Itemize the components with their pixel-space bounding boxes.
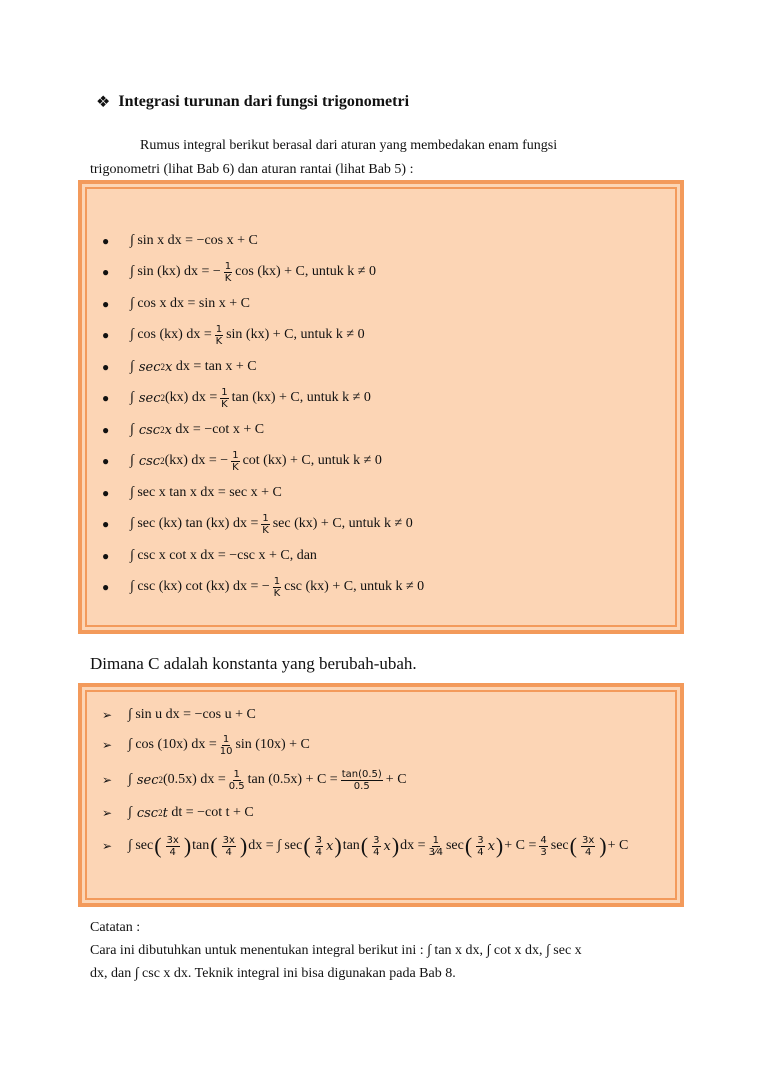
fraction: $\frac{3}{4}$ <box>373 834 380 858</box>
catatan-line-2: dx, dan ∫ csc x dx. Teknik integral ini bisa digunakan pada Bab 8. <box>90 966 456 981</box>
bullet-icon: ● <box>102 422 110 437</box>
fraction: $\frac{\tan(0.5)}{0.5}$ <box>341 768 382 792</box>
bullet-icon: ● <box>102 359 110 374</box>
formula-item: ● ∫ sec (kx) tan (kx) dx = $\frac{1}{K}$ sec (kx) + C, untuk k ≠ 0 <box>102 512 413 536</box>
fraction: $\frac{3x}{4}$ <box>222 834 235 858</box>
intro-line-1: Rumus integral berikut berasal dari aturan yang membedakan enam fungsi <box>140 138 558 153</box>
fraction: $\frac{3}{4}$ <box>315 834 323 858</box>
intro-line-2: trigonometri (lihat Bab 6) dan aturan rantai (lihat Bab 5) : <box>90 162 414 177</box>
formula-item: ● ∫ sin (kx) dx = − $\frac{1}{K}$ cos (kx) + C, untuk k ≠ 0 <box>102 260 376 284</box>
bullet-icon: ● <box>102 516 110 531</box>
bullet-icon: ● <box>102 485 110 500</box>
bullet-icon: ● <box>102 264 110 279</box>
formula-item: ● ∫ cos (kx) dx = $\frac{1}{K}$ sin (kx) + C, untuk k ≠ 0 <box>102 323 365 347</box>
bullet-icon: ● <box>102 453 110 468</box>
fraction: $\frac{1}{K}$ <box>215 323 223 347</box>
bullet-icon: ● <box>102 390 110 405</box>
section-heading <box>96 92 409 112</box>
formula-item: ● ∫ csc (kx) cot (kx) dx = − $\frac{1}{K}$ csc (kx) + C, untuk k ≠ 0 <box>102 575 425 599</box>
example-item: ➢ ∫ sin u dx = −cos u + C <box>102 707 256 722</box>
formula-item: ● ∫ csc x cot x dx = −csc x + C, dan <box>102 548 317 563</box>
catatan-label: Catatan : <box>90 920 141 935</box>
formula-item: ● ∫ csc 2 x dx = −cot x + C <box>102 422 265 438</box>
fraction: $\frac{3x}{4}$ <box>581 834 595 858</box>
bullet-icon: ● <box>102 548 110 563</box>
catatan-notes <box>90 916 680 985</box>
intro-paragraph <box>90 134 680 182</box>
fraction: $\frac{1}{K}$ <box>221 386 228 410</box>
constant-note: Dimana C adalah konstanta yang berubah-ubah. <box>90 654 417 673</box>
arrow-bullet-icon: ➢ <box>102 805 113 820</box>
example-item: ➢ ∫ csc 2 t dt = −cot t + C <box>102 805 254 821</box>
fraction: $\frac{1}{3⁄4}$ <box>428 834 443 858</box>
bullet-icon: ● <box>102 579 110 594</box>
formula-item: ● ∫ csc 2 (kx) dx = − $\frac{1}{K}$ cot (kx) + C, untuk k ≠ 0 <box>102 449 382 473</box>
diamond-star-icon: ❖ <box>96 94 111 111</box>
fraction: $\frac{1}{K}$ <box>232 449 239 473</box>
fraction: $\frac{3x}{4}$ <box>166 834 179 858</box>
bullet-icon: ● <box>102 233 110 248</box>
arrow-bullet-icon: ➢ <box>102 737 113 752</box>
formula-item: ● ∫ sec 2 x dx = tan x + C <box>102 359 257 375</box>
arrow-bullet-icon: ➢ <box>102 772 113 787</box>
fraction: $\frac{1}{0.5}$ <box>228 768 245 792</box>
heading-title: Integrasi turunan dari fungsi trigonometri <box>118 93 410 110</box>
fraction: $\frac{1}{K}$ <box>273 575 281 599</box>
example-item: ➢ ∫ sec 2 (0.5x) dx = $\frac{1}{0.5}$ tan (0.5x) + C = $\frac{\tan(0.5)}{0.5}$ + C <box>102 768 407 792</box>
fraction: $\frac{1}{10}$ <box>219 733 233 757</box>
example-box <box>78 683 684 907</box>
fraction: $\frac{4}{3}$ <box>540 834 547 858</box>
catatan-line-1: Cara ini dibutuhkan untuk menentukan integral berikut ini : ∫ tan x dx, ∫ cot x dx, ∫ sec x <box>90 943 582 958</box>
bullet-icon: ● <box>102 296 110 311</box>
fraction: $\frac{1}{K}$ <box>224 260 232 284</box>
fraction: $\frac{3}{4}$ <box>477 834 484 858</box>
example-item: ➢ ∫ sec ( $\frac{3x}{4}$ ) tan ( $\frac{3x}{4}$ ) dx = ∫ sec ( $\frac{3}{4}$ x ) tan ( $\frac{3}{4}$ x ) dx = $\frac{1}{3⁄4}$ sec ( $\frac{3}{4}$ x ) + C = $\frac{4}{3}$ sec ( $\frac{3x}{4}$ ) + C <box>102 833 629 858</box>
arrow-bullet-icon: ➢ <box>102 838 113 853</box>
formula-item: ● ∫ cos x dx = sin x + C <box>102 296 250 311</box>
bullet-icon: ● <box>102 327 110 342</box>
formula-item: ● ∫ sin x dx = −cos x + C <box>102 233 258 248</box>
formula-item: ● ∫ sec x tan x dx = sec x + C <box>102 485 282 500</box>
formula-item: ● ∫ sec 2 (kx) dx = $\frac{1}{K}$ tan (kx) + C, untuk k ≠ 0 <box>102 386 371 410</box>
example-item: ➢ ∫ cos (10x) dx = $\frac{1}{10}$ sin (10x) + C <box>102 733 310 757</box>
formula-box <box>78 180 684 634</box>
fraction: $\frac{1}{K}$ <box>262 512 269 536</box>
arrow-bullet-icon: ➢ <box>102 707 113 722</box>
